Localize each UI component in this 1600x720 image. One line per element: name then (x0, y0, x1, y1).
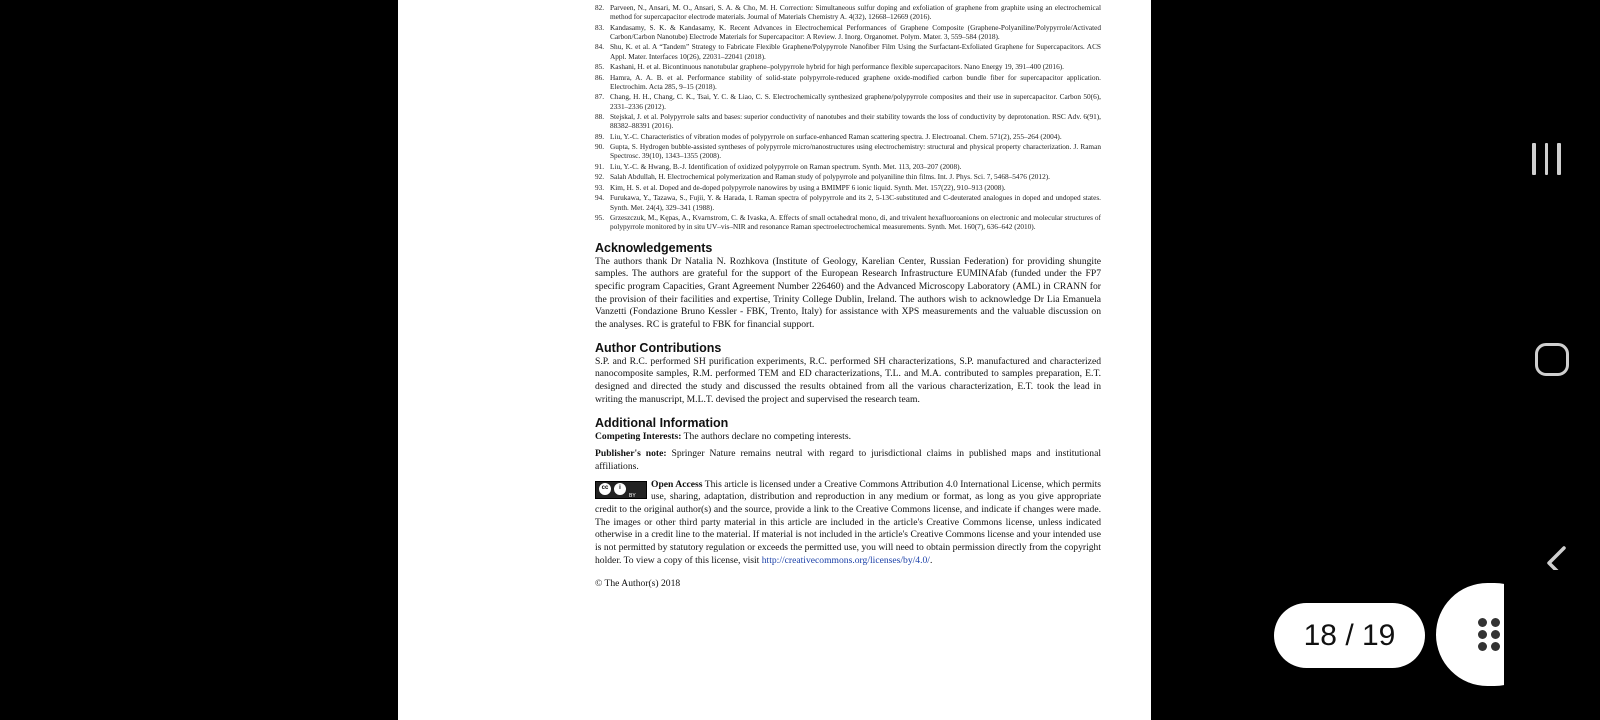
reference-number: 92. (595, 172, 605, 182)
reference-item (595, 62, 1101, 71)
page-indicator: 18 / 19 (1274, 603, 1425, 668)
reference-text: Grzeszczuk, M., Kępas, A., Kvarnstrom, C. & Ivaska, A. Effects of small octahedral mono, di, and trivalent hexafluoroanions on electronic and molecular structures of polypyrrole monitored by in situ UV–vis–NIR and resonance Raman spectroelectrochemical measurements. Synth. Met. 160(7), 636–642 (2010). (610, 213, 1101, 232)
reference-text: Kim, H. S. et al. Doped and de-doped polypyrrole nanowires by using a BMIMPF 6 ionic liquid. Synth. Met. 157(22), 910–913 (2008). (610, 182, 1006, 192)
reference-text: Kashani, H. et al. Bicontinuous nanotubular graphene–polypyrrole hybrid for high performance flexible supercapacitors. Nano Energy 19, 391–400 (2016). (610, 62, 1064, 72)
reference-item (595, 132, 1101, 141)
reference-number: 89. (595, 131, 605, 141)
competing-interests (595, 431, 1101, 444)
acknowledgements-heading: Acknowledgements (595, 240, 713, 255)
publisher-note-label: Publisher's note: (595, 448, 667, 460)
reference-item (595, 42, 1101, 60)
reference-item (595, 23, 1101, 41)
by-icon: i (614, 483, 626, 495)
reference-number: 94. (595, 193, 605, 203)
license-link[interactable]: http://creativecommons.org/licenses/by/4.0/ (761, 554, 930, 566)
creative-commons-badge-icon (595, 481, 647, 499)
publisher-note-text: Springer Nature remains neutral with regard to jurisdictional claims in published maps and institutional affiliations. (595, 448, 1102, 472)
reference-number: 95. (595, 213, 605, 223)
reference-number: 83. (595, 22, 605, 32)
author-contributions-heading: Author Contributions (595, 340, 722, 355)
reference-item (595, 162, 1101, 171)
reference-number: 87. (595, 92, 605, 102)
cc-icon: cc (599, 483, 611, 495)
publisher-note (595, 448, 1101, 473)
competing-interests-text: The authors declare no competing interests. (681, 430, 851, 442)
reference-item (595, 213, 1101, 231)
reference-number: 90. (595, 142, 605, 152)
reference-number: 93. (595, 182, 605, 192)
reference-text: Hamra, A. A. B. et al. Performance stability of solid-state polypyrrole-reduced graphene oxide-modified carbon bundle fiber for supercapacitor application. Electrochim. Acta 285, 9–15 (2018). (610, 72, 1101, 91)
reference-text: Stejskal, J. et al. Polypyrrole salts and bases: superior conductivity of nanotubes and their stability towards the loss of conductivity by deprotonation. RSC Adv. 6(91), 88382–88391 (2016). (610, 112, 1101, 131)
competing-interests-label: Competing Interests: (595, 430, 682, 442)
open-access-label: Open Access (651, 478, 703, 490)
reference-item (595, 172, 1101, 181)
recents-icon[interactable] (1532, 143, 1566, 175)
by-label: BY (629, 492, 636, 499)
home-icon[interactable] (1535, 343, 1569, 376)
reference-number: 82. (595, 3, 605, 12)
reference-number: 84. (595, 42, 605, 52)
reference-text: Salah Abdullah, H. Electrochemical polymerization and Raman study of polypyrrole and polyaniline thin films. Int. J. Phys. Sci. 7, 5468–5476 (2012). (610, 172, 1050, 182)
reference-item (595, 183, 1101, 192)
reference-item (595, 193, 1101, 211)
reference-item (595, 142, 1101, 160)
reference-item (595, 112, 1101, 130)
reference-text: Liu, Y.-C. & Hwang, B.-J. Identification of oxidized polypyrrole on Raman spectrum. Synth. Met. 113, 203–207 (2008). (610, 161, 962, 171)
license-link-suffix: . (929, 554, 933, 566)
reference-text: Kandasamy, S. K. & Kandasamy, K. Recent Advances in Electrochemical Performances of Graphene Composite (Graphene-Polyaniline/Polypyrrole/Activated Carbon/Carbon Nanotube) Electrode Materials for Supercapacitor: A Review. J. Inorg. Organomet. Polym. Mater. 3, 559–584 (2018). (610, 22, 1101, 41)
pdf-page[interactable] (398, 0, 1151, 720)
drag-handle-icon[interactable] (1478, 618, 1500, 652)
reference-text: Parveen, N., Ansari, M. O., Ansari, S. A. & Cho, M. H. Correction: Simultaneous sulfur doping and exfoliation of graphene from graphite using an electrochemical method for supercapacitor electrode materials. Journal of Materials Chemistry A. 4(32), 12668–12669 (2016). (610, 3, 1101, 22)
reference-item (595, 3, 1101, 21)
reference-number: 85. (595, 62, 605, 72)
author-contributions-text: S.P. and R.C. performed SH purification experiments, R.C. performed SH characterizations, S.P. manufactured and characterized nanocomposite samples, R.M. performed TEM and ED characterizations, T.L. and M.A. contributed to samples preparation, E.T. designed and directed the study and discussed the results obtained from all the various characterization, E.T. took the lead in writing the manuscript, M.L.T. devised the project and supervised the research team. (595, 355, 1101, 405)
reference-number: 88. (595, 112, 605, 122)
reference-text: Shu, K. et al. A “Tandem” Strategy to Fabricate Flexible Graphene/Polypyrrole Nanofiber Film Using the Surfactant-Exfoliated Graphene for Supercapacitors. ACS Appl. Mater. Interfaces 10(26), 22031–22041 (2018). (610, 42, 1101, 61)
reference-item (595, 92, 1101, 110)
reference-number: 91. (595, 161, 605, 171)
copyright-line: © The Author(s) 2018 (595, 577, 681, 589)
scroll-handle-clip (1504, 570, 1600, 720)
reference-text: Gupta, S. Hydrogen bubble-assisted syntheses of polypyrrole micro/nanostructures using electrochemistry: structural and physical property characterization. J. Raman Spectrosc. 39(10), 1343–1355 (2008). (610, 142, 1101, 161)
open-access-text: This article is licensed under a Creative Commons Attribution 4.0 International License, which permits use, sharing, adaptation, distribution and reproduction in any medium or format, as long as you give appropriate credit to the original author(s) and the source, provide a link to the Creative Commons license, and indicate if changes were made. The images or other third party material in this article are included in the article's Creative Commons license, unless indicated otherwise in a credit line to the material. If material is not included in the article's Creative Commons license and your intended use is not permitted by statutory regulation or exceeds the permitted use, you will need to obtain permission directly from the copyright holder. To view a copy of this license, visit (595, 478, 1101, 566)
reference-number: 86. (595, 72, 605, 82)
reference-list (595, 3, 1101, 232)
reference-text: Furukawa, Y., Tazawa, S., Fujii, Y. & Harada, I. Raman spectra of polypyrrole and its 2, 5-13C-substituted and C-deuterated analogues in doped and undoped states. Synth. Met. 24(4), 329–341 (1988). (610, 193, 1101, 212)
reference-text: Chang, H. H., Chang, C. K., Tsai, Y. C. & Liao, C. S. Electrochemically synthesized graphene/polypyrrole composites and their use in supercapacitor. Carbon 50(6), 2331–2336 (2012). (610, 92, 1101, 111)
open-access-paragraph (595, 479, 1101, 568)
page-content (595, 3, 1101, 589)
acknowledgements-text: The authors thank Dr Natalia N. Rozhkova (Institute of Geology, Karelian Center, Russian Federation) for providing shungite samples. The authors are grateful for the support of the European Research Infrastructure EUMINAfab (funded under the FP7 specific program Capacities, Grant Agreement Number 226460) and the Advanced Microscopy Laboratory (AML) in CRANN for the provision of their facilities and expertise, Trinity College Dublin, Ireland. The authors wish to acknowledge Dr Lia Emanuela Vanzetti (Fondazione Bruno Kessler - FBK, Trento, Italy) for assistance with XPS measurements and the valuable discussion on the analyses. RC is grateful to FBK for financial support. (595, 255, 1101, 331)
reference-text: Liu, Y.-C. Characteristics of vibration modes of polypyrrole on surface-enhanced Raman scattering spectra. J. Electroanal. Chem. 571(2), 255–264 (2004). (610, 131, 1062, 141)
additional-information-heading: Additional Information (595, 415, 729, 430)
reference-item (595, 73, 1101, 91)
